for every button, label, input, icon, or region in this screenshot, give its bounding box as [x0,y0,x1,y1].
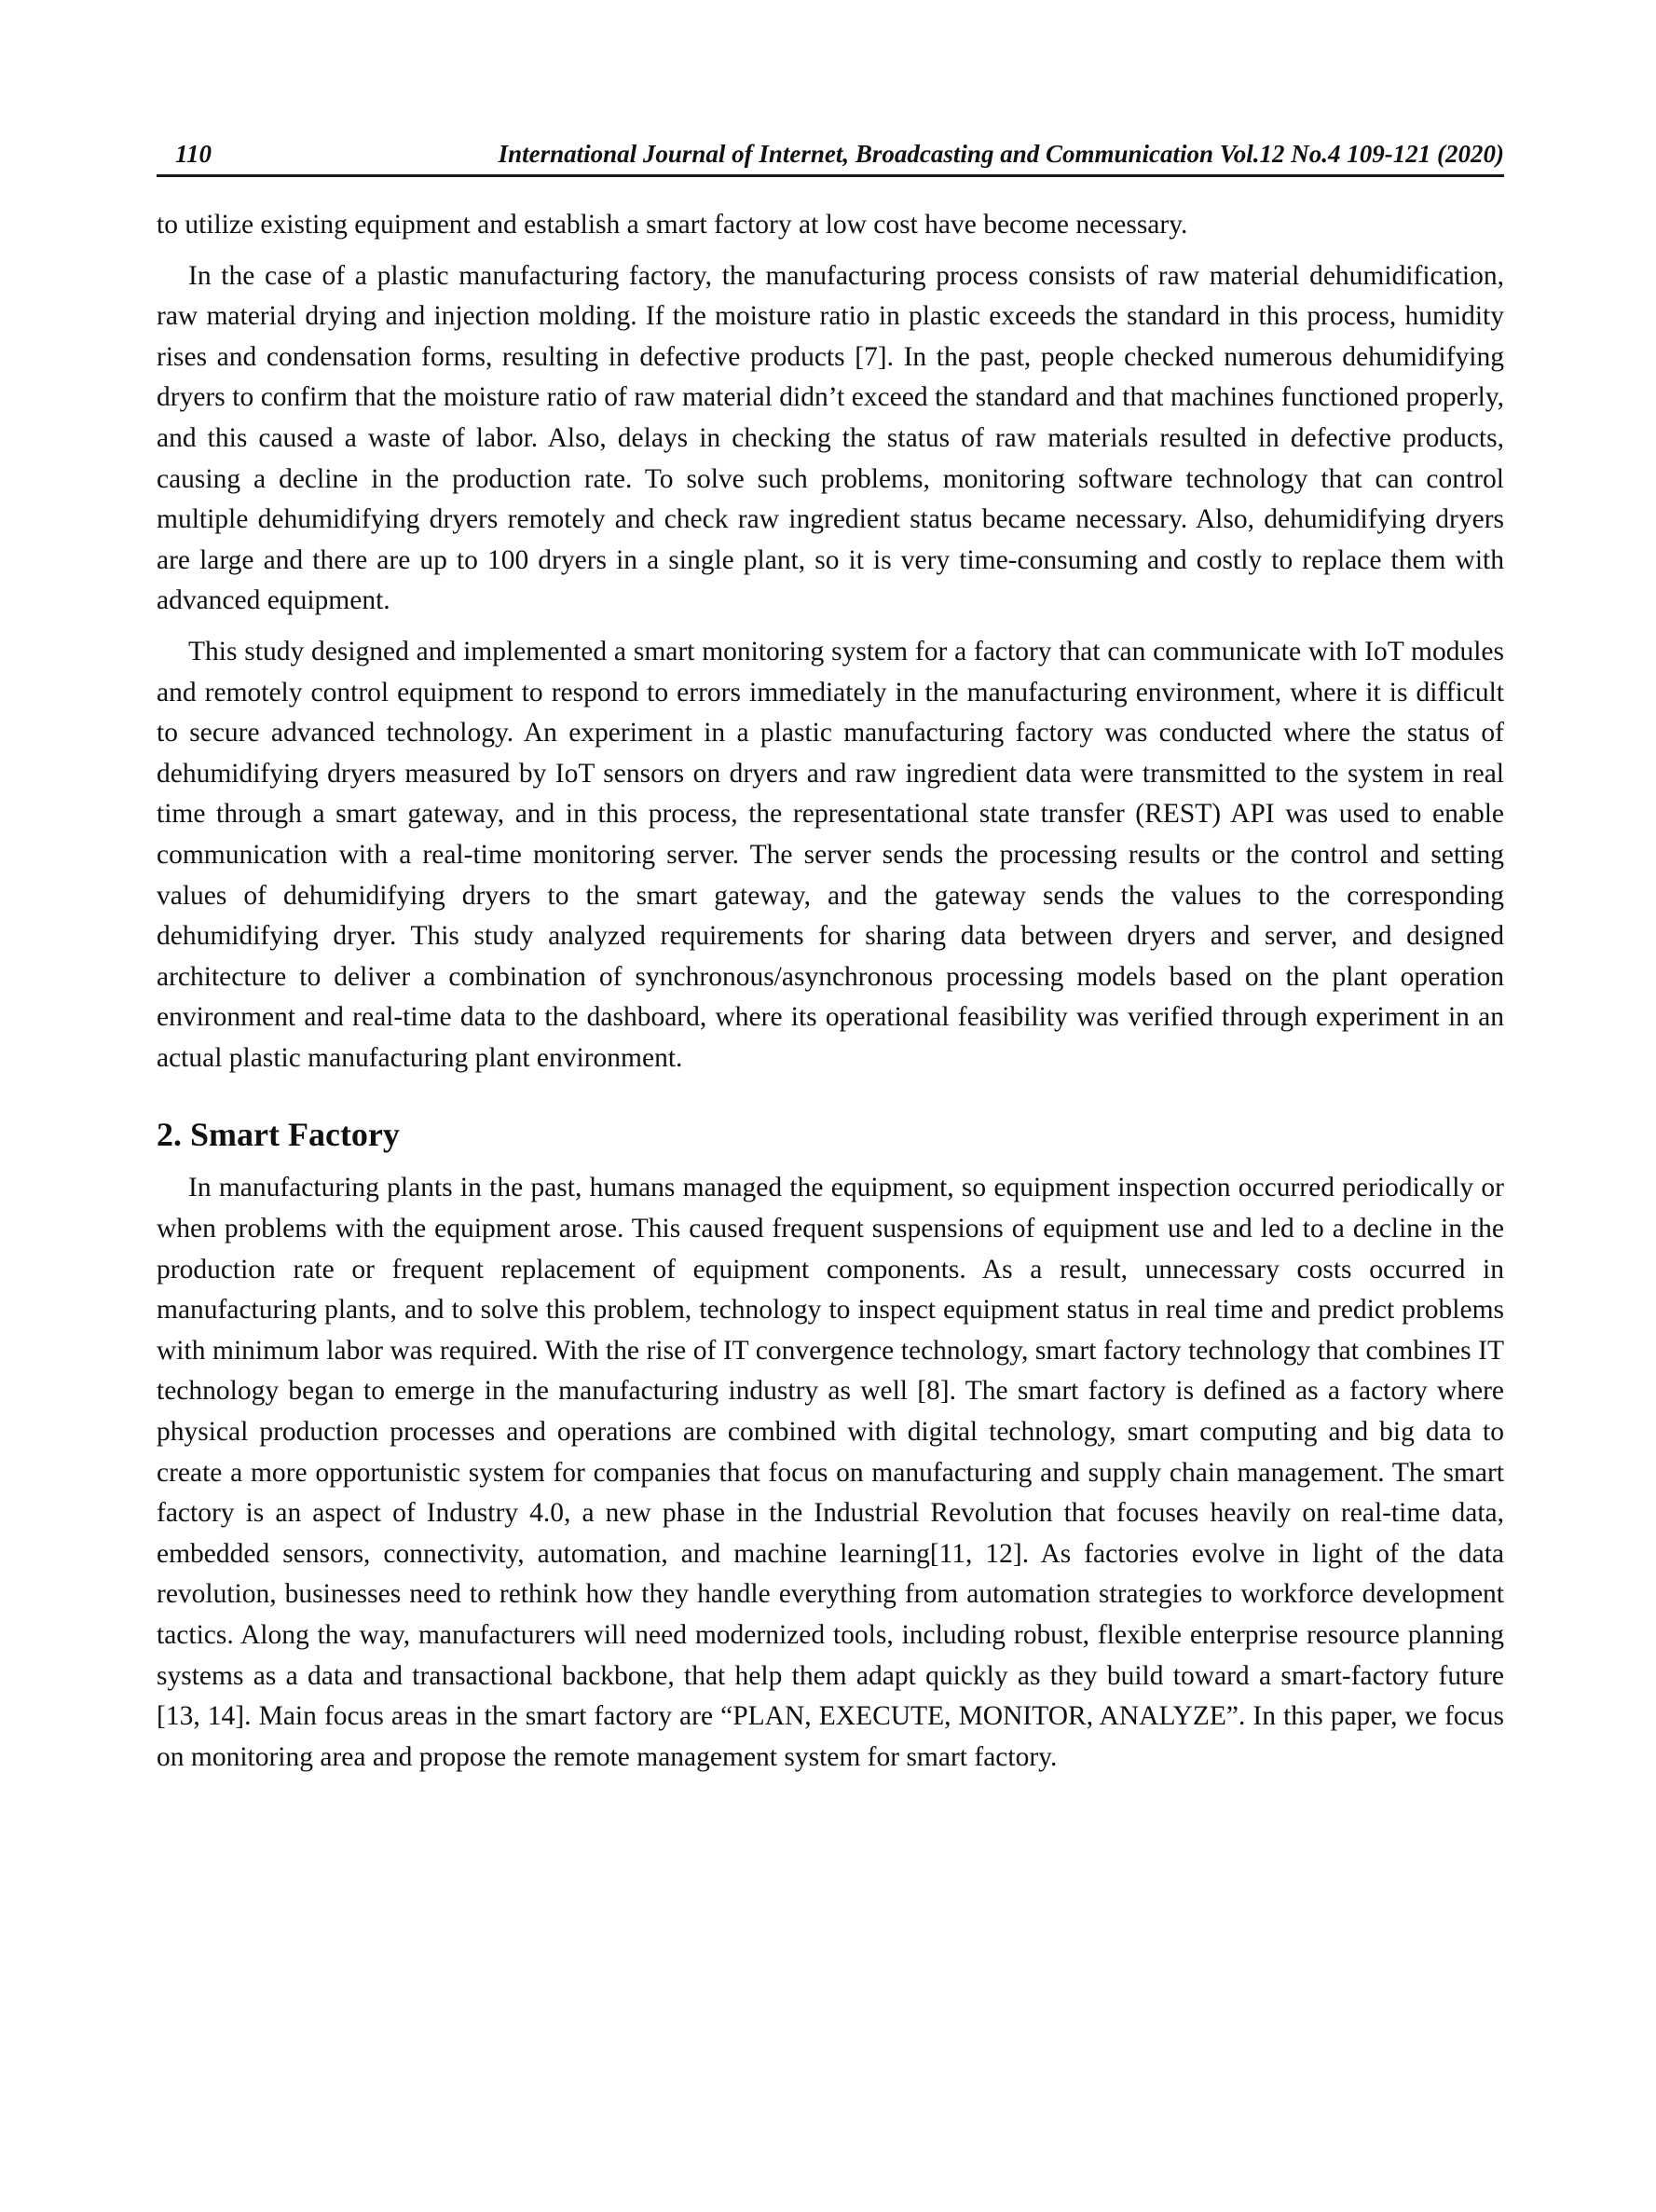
running-header [157,140,1504,177]
page-number: 110 [175,140,212,168]
paragraph-continued: to utilize existing equipment and establish a smart factory at low cost have become necessary. [157,210,1188,240]
body-text [157,205,1504,1778]
section-heading: 2. Smart Factory [157,1116,400,1154]
journal-title: International Journal of Internet, Broadcasting and Communication Vol.12 No.4 109-121 (2020) [498,140,1504,168]
paper-page [157,140,1504,1788]
paragraph-study-overview: This study designed and implemented a smart monitoring system for a factory that can communicate with IoT modules and remotely control equipment to respond to errors immediately in the manufacturing environment, where it is difficult to secure advanced technology. An experiment in a plastic manufacturing factory was conducted where the status of dehumidifying dryers measured by IoT sensors on dryers and raw ingredient data were transmitted to the system in real time through a smart gateway, and in this process, the representational state transfer (REST) API was used to enable communication with a real-time monitoring server. The server sends the processing results or the control and setting values of dehumidifying dryers to the smart gateway, and the gateway sends the values to the corresponding dehumidifying dryer. This study analyzed requirements for sharing data between dryers and server, and designed architecture to deliver a combination of synchronous/asynchronous processing models based on the plant operation environment and real-time data to the dashboard, where its operational feasibility was verified through experiment in an actual plastic manufacturing plant environment. [157,636,1504,1073]
paragraph-smart-factory: In manufacturing plants in the past, humans managed the equipment, so equipment inspection occurred periodically or when problems with the equipment arose. This caused frequent suspensions of equipment use and led to a decline in the production rate or frequent replacement of equipment components. As a result, unnecessary costs occurred in manufacturing plants, and to solve this problem, technology to inspect equipment status in real time and predict problems with minimum labor was required. With the rise of IT convergence technology, smart factory technology that combines IT technology began to emerge in the manufacturing industry as well [8]. The smart factory is defined as a factory where physical production processes and operations are combined with digital technology, smart computing and big data to create a more opportunistic system for companies that focus on manufacturing and supply chain management. The smart factory is an aspect of Industry 4.0, a new phase in the Industrial Revolution that focuses heavily on real-time data, embedded sensors, connectivity, automation, and machine learning[11, 12]. As factories evolve in light of the data revolution, businesses need to rethink how they handle everything from automation strategies to workforce development tactics. Along the way, manufacturers will need modernized tools, including robust, flexible enterprise resource planning systems as a data and transactional backbone, that help them adapt quickly as they build toward a smart-factory future [13, 14]. Main focus areas in the smart factory are “PLAN, EXECUTE, MONITOR, ANALYZE”. In this paper, we focus on monitoring area and propose the remote management system for smart factory. [157,1173,1504,1772]
paragraph-plastic-factory: In the case of a plastic manufacturing factory, the manufacturing process consists of raw material dehumidification, raw material drying and injection molding. If the moisture ratio in plastic exceeds the standard in this process, humidity rises and condensation forms, resulting in defective products [7]. In the past, people checked numerous dehumidifying dryers to confirm that the moisture ratio of raw material didn’t exceed the standard and that machines functioned properly, and this caused a waste of labor. Also, delays in checking the status of raw materials resulted in defective products, causing a decline in the production rate. To solve such problems, monitoring software technology that can control multiple dehumidifying dryers remotely and check raw ingredient status became necessary. Also, dehumidifying dryers are large and there are up to 100 dryers in a single plant, so it is very time-consuming and costly to replace them with advanced equipment. [157,260,1504,616]
